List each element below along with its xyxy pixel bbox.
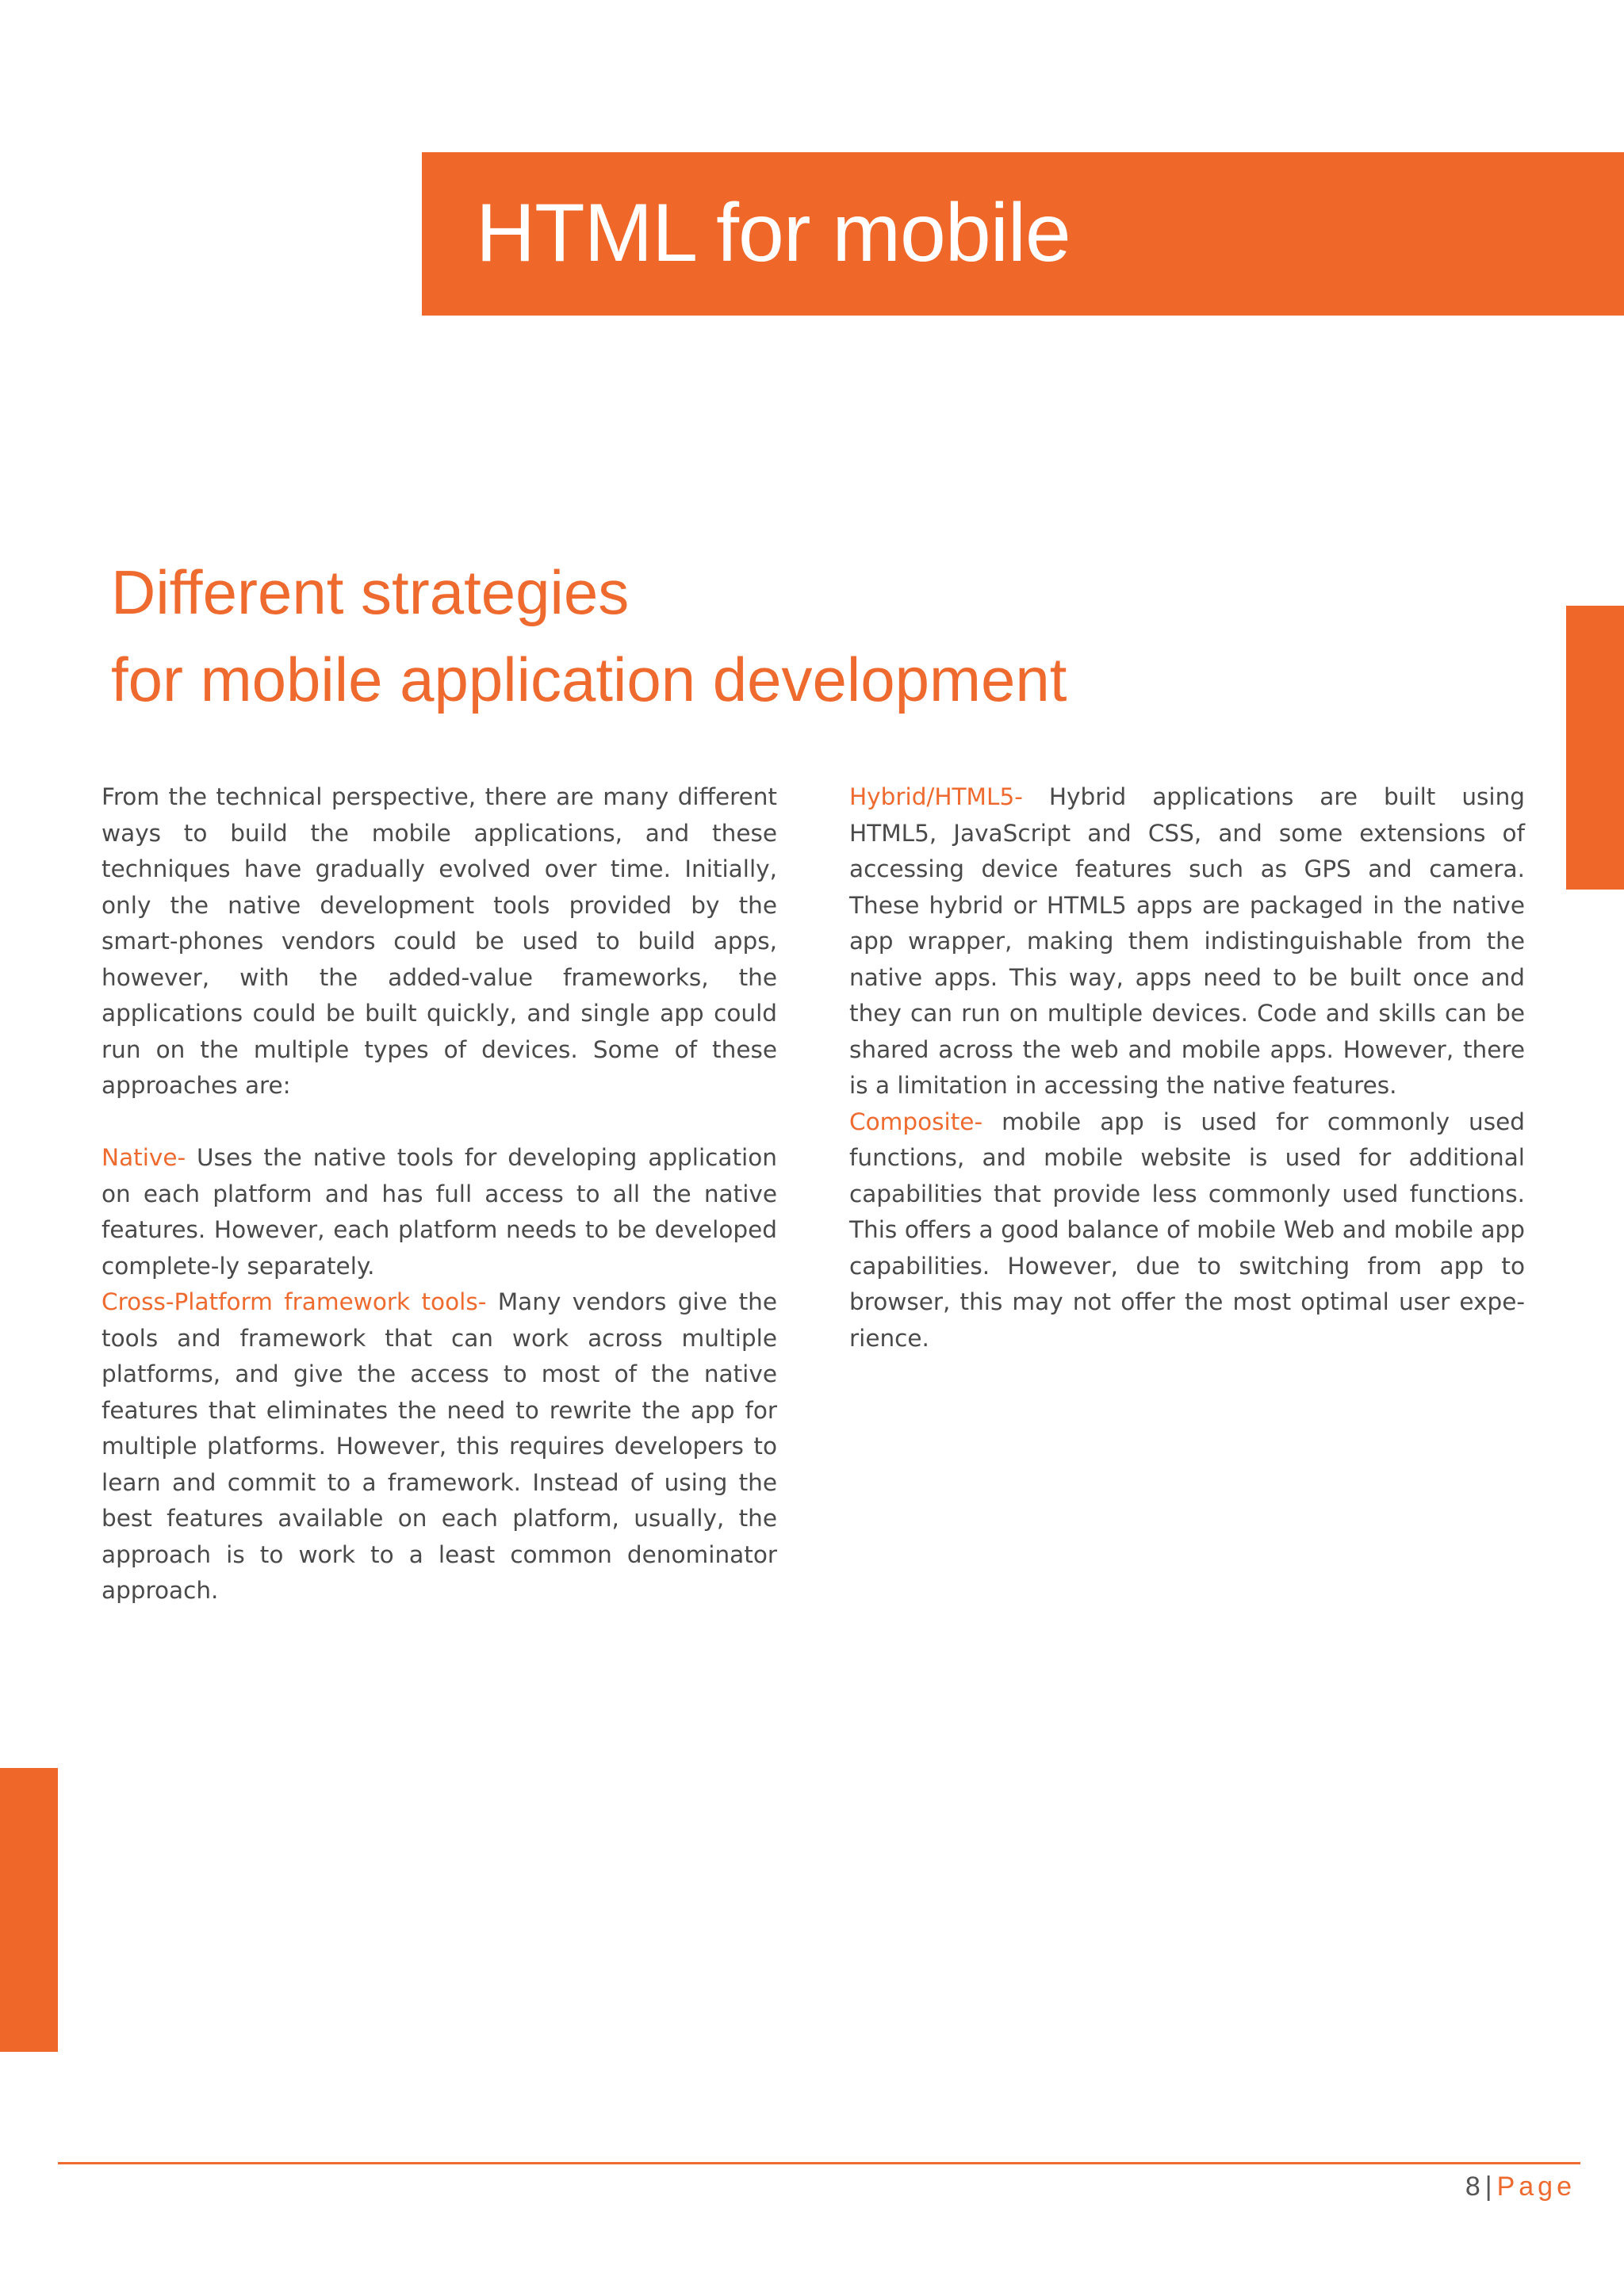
cross-platform-term: Cross-Platform framework tools- — [102, 1288, 487, 1315]
section-heading-line-1: Different strategies — [111, 557, 630, 627]
composite-text: mobile app is used for commonly used functions, and mobile website is used for additional capabilities that provide less commonly used functions. This offers a good balance of mobile Web and mobile app capabilities. However, due to switching from app to browser, this may not offer the most optimal user expe-rience. — [849, 1108, 1525, 1352]
decorative-side-tab-right — [1566, 606, 1624, 890]
native-term: Native- — [102, 1144, 186, 1171]
decorative-side-tab-left — [0, 1768, 58, 2052]
hybrid-term: Hybrid/HTML5- — [849, 783, 1023, 810]
composite-paragraph — [849, 1104, 1525, 1357]
cross-platform-paragraph — [102, 1284, 777, 1609]
left-column — [102, 779, 777, 1609]
hybrid-text: Hybrid applications are built using HTML5, JavaScript and CSS, and some extensions of accessing device features such as GPS and camera. These hybrid or HTML5 apps are packaged in the native app wrapper, making them indistinguishable from the native apps. This way, apps need to be built once and they can run on multiple devices. Code and skills can be shared across the web and mobile apps. However, there is a limitation in accessing the native features. — [849, 783, 1525, 1099]
cross-platform-text: Many vendors give the tools and framework that can work across multiple platforms, and give the access to most of the native features that eliminates the need to rewrite the app for multiple platforms. However, this requires developers to learn and commit to a framework. Instead of using the best features available on each platform, usually, the approach is to work to a least common denominator approach. — [102, 1288, 777, 1604]
section-heading-line-2: for mobile application development — [111, 645, 1067, 714]
page-title: HTML for mobile — [476, 187, 1071, 279]
native-paragraph — [102, 1140, 777, 1284]
footer-divider — [58, 2162, 1580, 2164]
native-text: Uses the native tools for developing application on each platform and has full access to all the native features. However, each platform needs to be developed complete-ly separately. — [102, 1144, 777, 1280]
intro-paragraph: From the technical perspective, there are many different ways to build the mobile applications, and these techniques have gradually evolved over time. Initially, only the native development tools provided by the smart-phones vendors could be used to build apps, however, with the added-value frameworks, the applications could be built quickly, and single app could run on the multiple types of devices. Some of these approaches are: — [102, 783, 777, 1099]
page-label: Page — [1496, 2172, 1576, 2202]
composite-term: Composite- — [849, 1108, 983, 1135]
page-separator: | — [1484, 2172, 1492, 2202]
hybrid-paragraph — [849, 779, 1525, 1104]
section-heading — [111, 549, 1067, 723]
right-column — [849, 779, 1525, 1357]
page-number: 8 — [1465, 2172, 1480, 2202]
header-banner — [422, 152, 1624, 316]
page-footer — [1465, 2169, 1576, 2204]
